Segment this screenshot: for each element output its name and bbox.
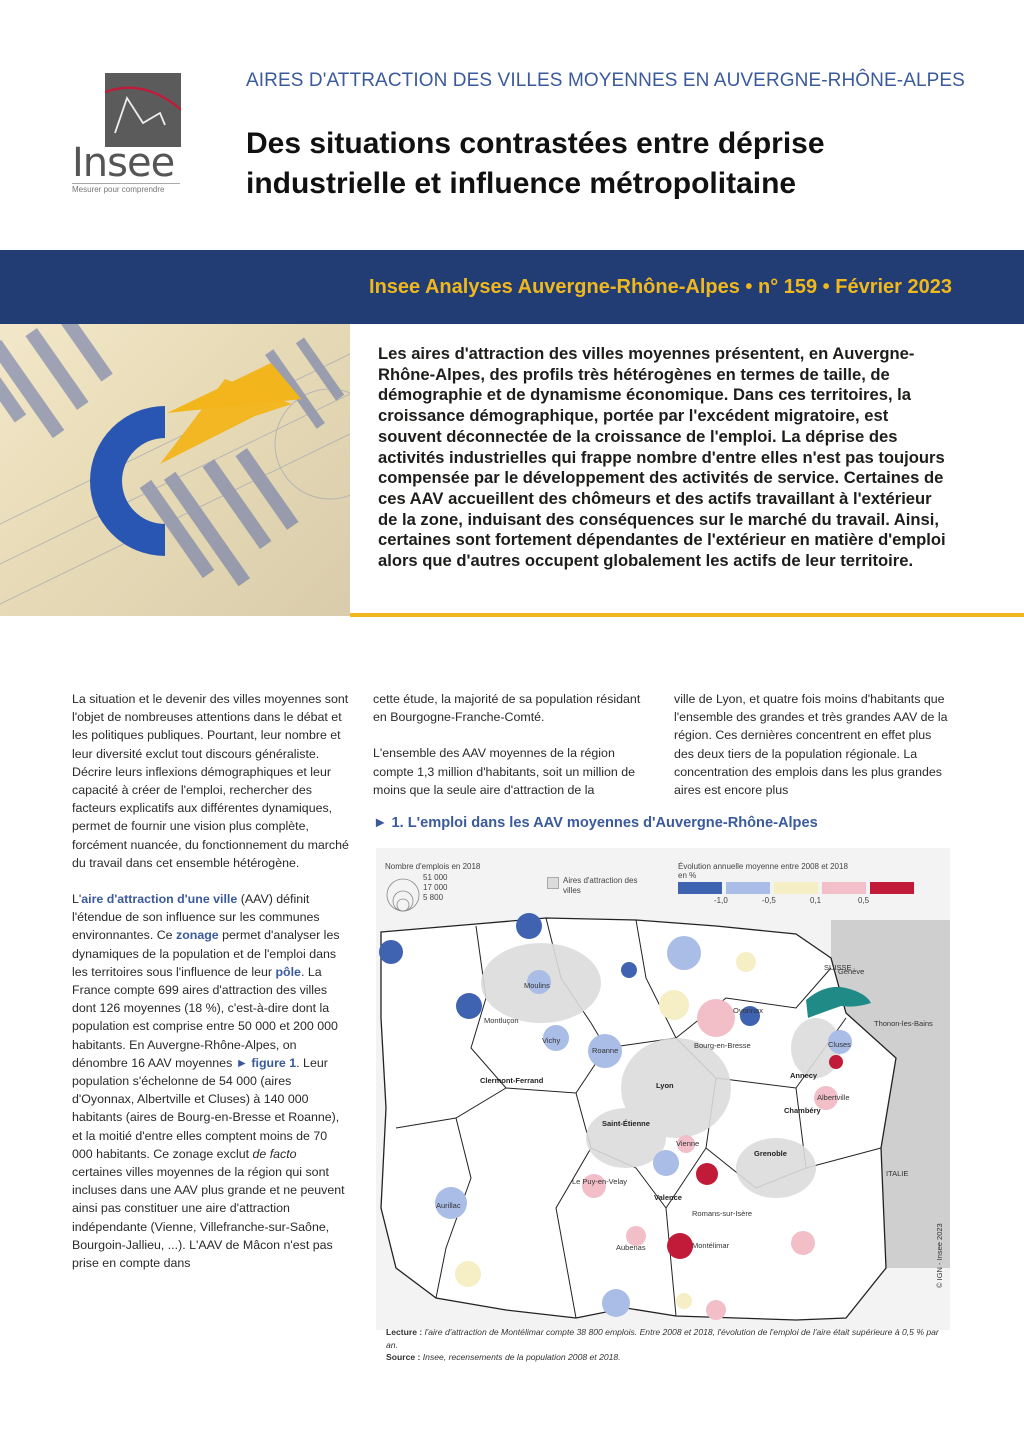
figure-lecture (386, 1326, 946, 1351)
legend-size-body (385, 871, 638, 915)
link-pole[interactable]: pôle (275, 964, 301, 979)
country-label: ITALIE (886, 1169, 909, 1178)
legend-swatch (870, 882, 914, 894)
city-label: Oyonnax (733, 1006, 764, 1015)
map-bubble (659, 990, 689, 1020)
legend-break: -0,5 (762, 896, 776, 905)
legend-swatch (822, 882, 866, 894)
legend-color (678, 862, 914, 905)
paragraph: L'ensemble des AAV moyennes de la région compte 1,3 million d'habitants, soit un million de moins que la seule aire d'attraction de la (373, 746, 636, 797)
logo-square-icon (105, 73, 181, 147)
city-label: Vienne (676, 1139, 700, 1148)
city-label: Bourg-en-Bresse (694, 1041, 751, 1050)
city-label: Albertville (817, 1093, 850, 1102)
link-figure-1[interactable]: ► figure 1 (235, 1055, 297, 1070)
text-run: L' (72, 892, 82, 907)
city-label: Roanne (592, 1046, 619, 1055)
map-bubble (791, 1231, 815, 1255)
map-bubble (736, 952, 756, 972)
legend-size-values (423, 873, 447, 903)
legend-break: 0,1 (810, 896, 822, 905)
city-label: Aubenas (616, 1243, 646, 1252)
area-swatch (547, 877, 559, 889)
map-bubble (456, 993, 482, 1019)
text-run: (AAV) définit l'étendue de son influence sur les communes environnantes. Ce (72, 892, 320, 943)
legend-color-title: Évolution annuelle moyenne entre 2008 et 2018 (678, 862, 848, 871)
map-bubble (676, 1293, 692, 1309)
legend-size-value: 17 000 (423, 883, 448, 892)
logo-tagline: Mesurer pour comprendre (72, 183, 180, 194)
text-run: certaines villes moyennes de la région qui sont incluses dans une AAV plus grande et ne peuvent ainsi pas constituer une aire d'attraction indépendante (Vienne, Villefranche-sur-Saône, Bourgoin-Jallieu, ...). L'AAV de Mâcon n'est pas prise en compte dans (72, 1165, 345, 1271)
city-label: Chambéry (784, 1106, 821, 1115)
text-column-1 (72, 690, 350, 1290)
text-column-3 (674, 690, 954, 817)
logo-wordmark: Insee (72, 140, 175, 186)
source-text: Insee, recensements de la population 2008 et 2018. (420, 1352, 621, 1363)
city-label: Valence (654, 1193, 682, 1202)
legend-size-value: 5 800 (423, 893, 444, 902)
city-label: Annecy (790, 1071, 818, 1080)
city-label: Aurillac (436, 1201, 461, 1210)
city-label: Lyon (656, 1081, 674, 1090)
insee-logo (70, 70, 182, 200)
paragraph: ville de Lyon, et quatre fois moins d'habitants que l'ensemble des grandes et très grandes AAV de la région. Ces dernières concentrent en effet plus des deux tiers de la population régionale. La concentration des emplois dans les plus grandes aires est encore plus (674, 692, 948, 798)
title-line-2: industrielle et influence métropolitaine (246, 167, 797, 200)
source-label: Source : (386, 1352, 421, 1363)
legend-swatch (774, 882, 818, 894)
lecture-text: l'aire d'attraction de Montélimar compte 38 800 emplois. Entre 2008 et 2018, l'évolution de l'emploi de l'aire était supérieure à 0,5 % par an. (386, 1327, 939, 1350)
map-bubble (621, 962, 637, 978)
abstract-divider (350, 613, 1024, 617)
abstract: Les aires d'attraction des villes moyennes présentent, en Auvergne-Rhône-Alpes, des profils très hétérogènes en termes de taille, de démographie et de dynamisme économique. Dans ces territoires, la croissance démographique, portée par l'excédent migratoire, est souvent déconnectée de la croissance de l'emploi. La déprise des activités industrielles qui frappe nombre d'entre elles n'est pas toujours compensée par le développement des activités de service. Certaines de ces AAV accueillent des chômeurs et des actifs travaillant à l'extérieur de la zone, induisant des conséquences sur le marché du travail. Ainsi, certaines sont fortement dépendantes de l'extérieur en matière d'emploi alors que d'autres occupent globalement les actifs de leur territoire. (378, 344, 946, 571)
city-label: Le Puy-en-Velay (572, 1177, 628, 1186)
legend-breaks (678, 896, 914, 905)
map-bubble (696, 1163, 718, 1185)
city-label: Romans-sur-Isère (692, 1209, 753, 1218)
paragraph (72, 890, 350, 1272)
city-label: Cluses (828, 1040, 851, 1049)
map-bubble (697, 999, 735, 1037)
series-reference: Insee Analyses Auvergne-Rhône-Alpes • n° 159 • Février 2023 (369, 276, 952, 298)
map-bubble (706, 1300, 726, 1320)
legend-color-unit: en % (678, 871, 697, 880)
hero-illustration (0, 324, 350, 616)
city-label: Genève (838, 967, 865, 976)
city-label: Vichy (542, 1036, 561, 1045)
legend-size-title: Nombre d'emplois en 2018 (385, 862, 481, 871)
map-bubble (516, 913, 542, 939)
country-label: SUISSE (824, 963, 852, 972)
legend-swatches (678, 882, 914, 894)
text-run: permet d'analyser les dynamiques de la population et de l'emploi dans les territoires sous l'influence de leur (72, 928, 340, 979)
map-bubble (653, 1150, 679, 1176)
text-run-italic: de facto (252, 1146, 297, 1161)
city-label: Thonon-les-Bains (874, 1019, 933, 1028)
legend-size-value: 51 000 (423, 873, 448, 882)
map-bubble (602, 1289, 630, 1317)
lecture-label: Lecture : (386, 1327, 423, 1337)
legend-break: -1,0 (714, 896, 728, 905)
publication-kicker: AIRES D'ATTRACTION DES VILLES MOYENNES EN AUVERGNE-RHÔNE-ALPES (246, 70, 965, 91)
text-run: . La France compte 699 aires d'attraction des villes dont 126 moyennes (18 %), c'est-à-dire dont la population est comprise entre 50 000 et 200 000 habitants. En Auvergne-Rhône-Alpes, on dénombre 16 AAV moyennes (72, 964, 338, 1070)
text-column-2 (373, 690, 653, 817)
paragraph: cette étude, la majorité de sa population résidant en Bourgogne-Franche-Comté. (373, 692, 641, 725)
map-bubble (455, 1261, 481, 1287)
size-circles-icon (385, 873, 425, 913)
city-label: Moulins (524, 981, 550, 990)
employment-map (376, 848, 950, 1330)
legend-area-label: Aires d'attraction des villes (563, 876, 638, 895)
map-bubble (379, 940, 403, 964)
city-label: Montluçon (484, 1016, 519, 1025)
legend-swatch (678, 882, 722, 894)
link-aire-attraction[interactable]: aire d'attraction d'une ville (81, 892, 238, 907)
figure-source (386, 1351, 946, 1364)
city-label: Grenoble (754, 1149, 787, 1158)
link-zonage[interactable]: zonage (176, 928, 219, 943)
text-run: . Leur population s'échelonne de 54 000 (aires d'Oyonnax, Albertville et Cluses) à 140 000 habitants (aires de Bourg-en-Bresse et Roanne), et la moitié d'entre elles comptent moins de 70 000 habitants. Ce zonage exclut (72, 1055, 340, 1161)
legend-break: 0,5 (858, 896, 870, 905)
figure-title[interactable]: ► 1. L'emploi dans les AAV moyennes d'Auvergne-Rhône-Alpes (373, 815, 818, 831)
paragraph: La situation et le devenir des villes moyennes sont l'objet de nombreuses attentions dans le débat et les politiques publiques. Pourtant, leur nombre et leur diversité exclut tout discours généraliste. Décrire leurs inflexions démographiques et leur capacité à créer de l'emploi, rechercher des facteurs explicatifs aux différentes dynamiques, permet de fournir une vision plus complète, forcément nuancée, du fonctionnement du marché du travail dans cet ensemble hétérogène. (72, 692, 349, 870)
legend-swatch (726, 882, 770, 894)
map-bubble (667, 1233, 693, 1259)
page-title (246, 124, 966, 204)
title-line-1: Des situations contrastées entre déprise (246, 127, 825, 160)
copyright-note: © IGN - Insee 2023 (935, 1223, 944, 1288)
map-bubble (667, 936, 701, 970)
map-bubble (829, 1055, 843, 1069)
figure-notes (386, 1326, 946, 1364)
city-label: Clermont-Ferrand (480, 1076, 544, 1085)
legend-size (385, 862, 638, 915)
city-label: Saint-Étienne (602, 1119, 650, 1128)
city-label: Montélimar (692, 1241, 730, 1250)
